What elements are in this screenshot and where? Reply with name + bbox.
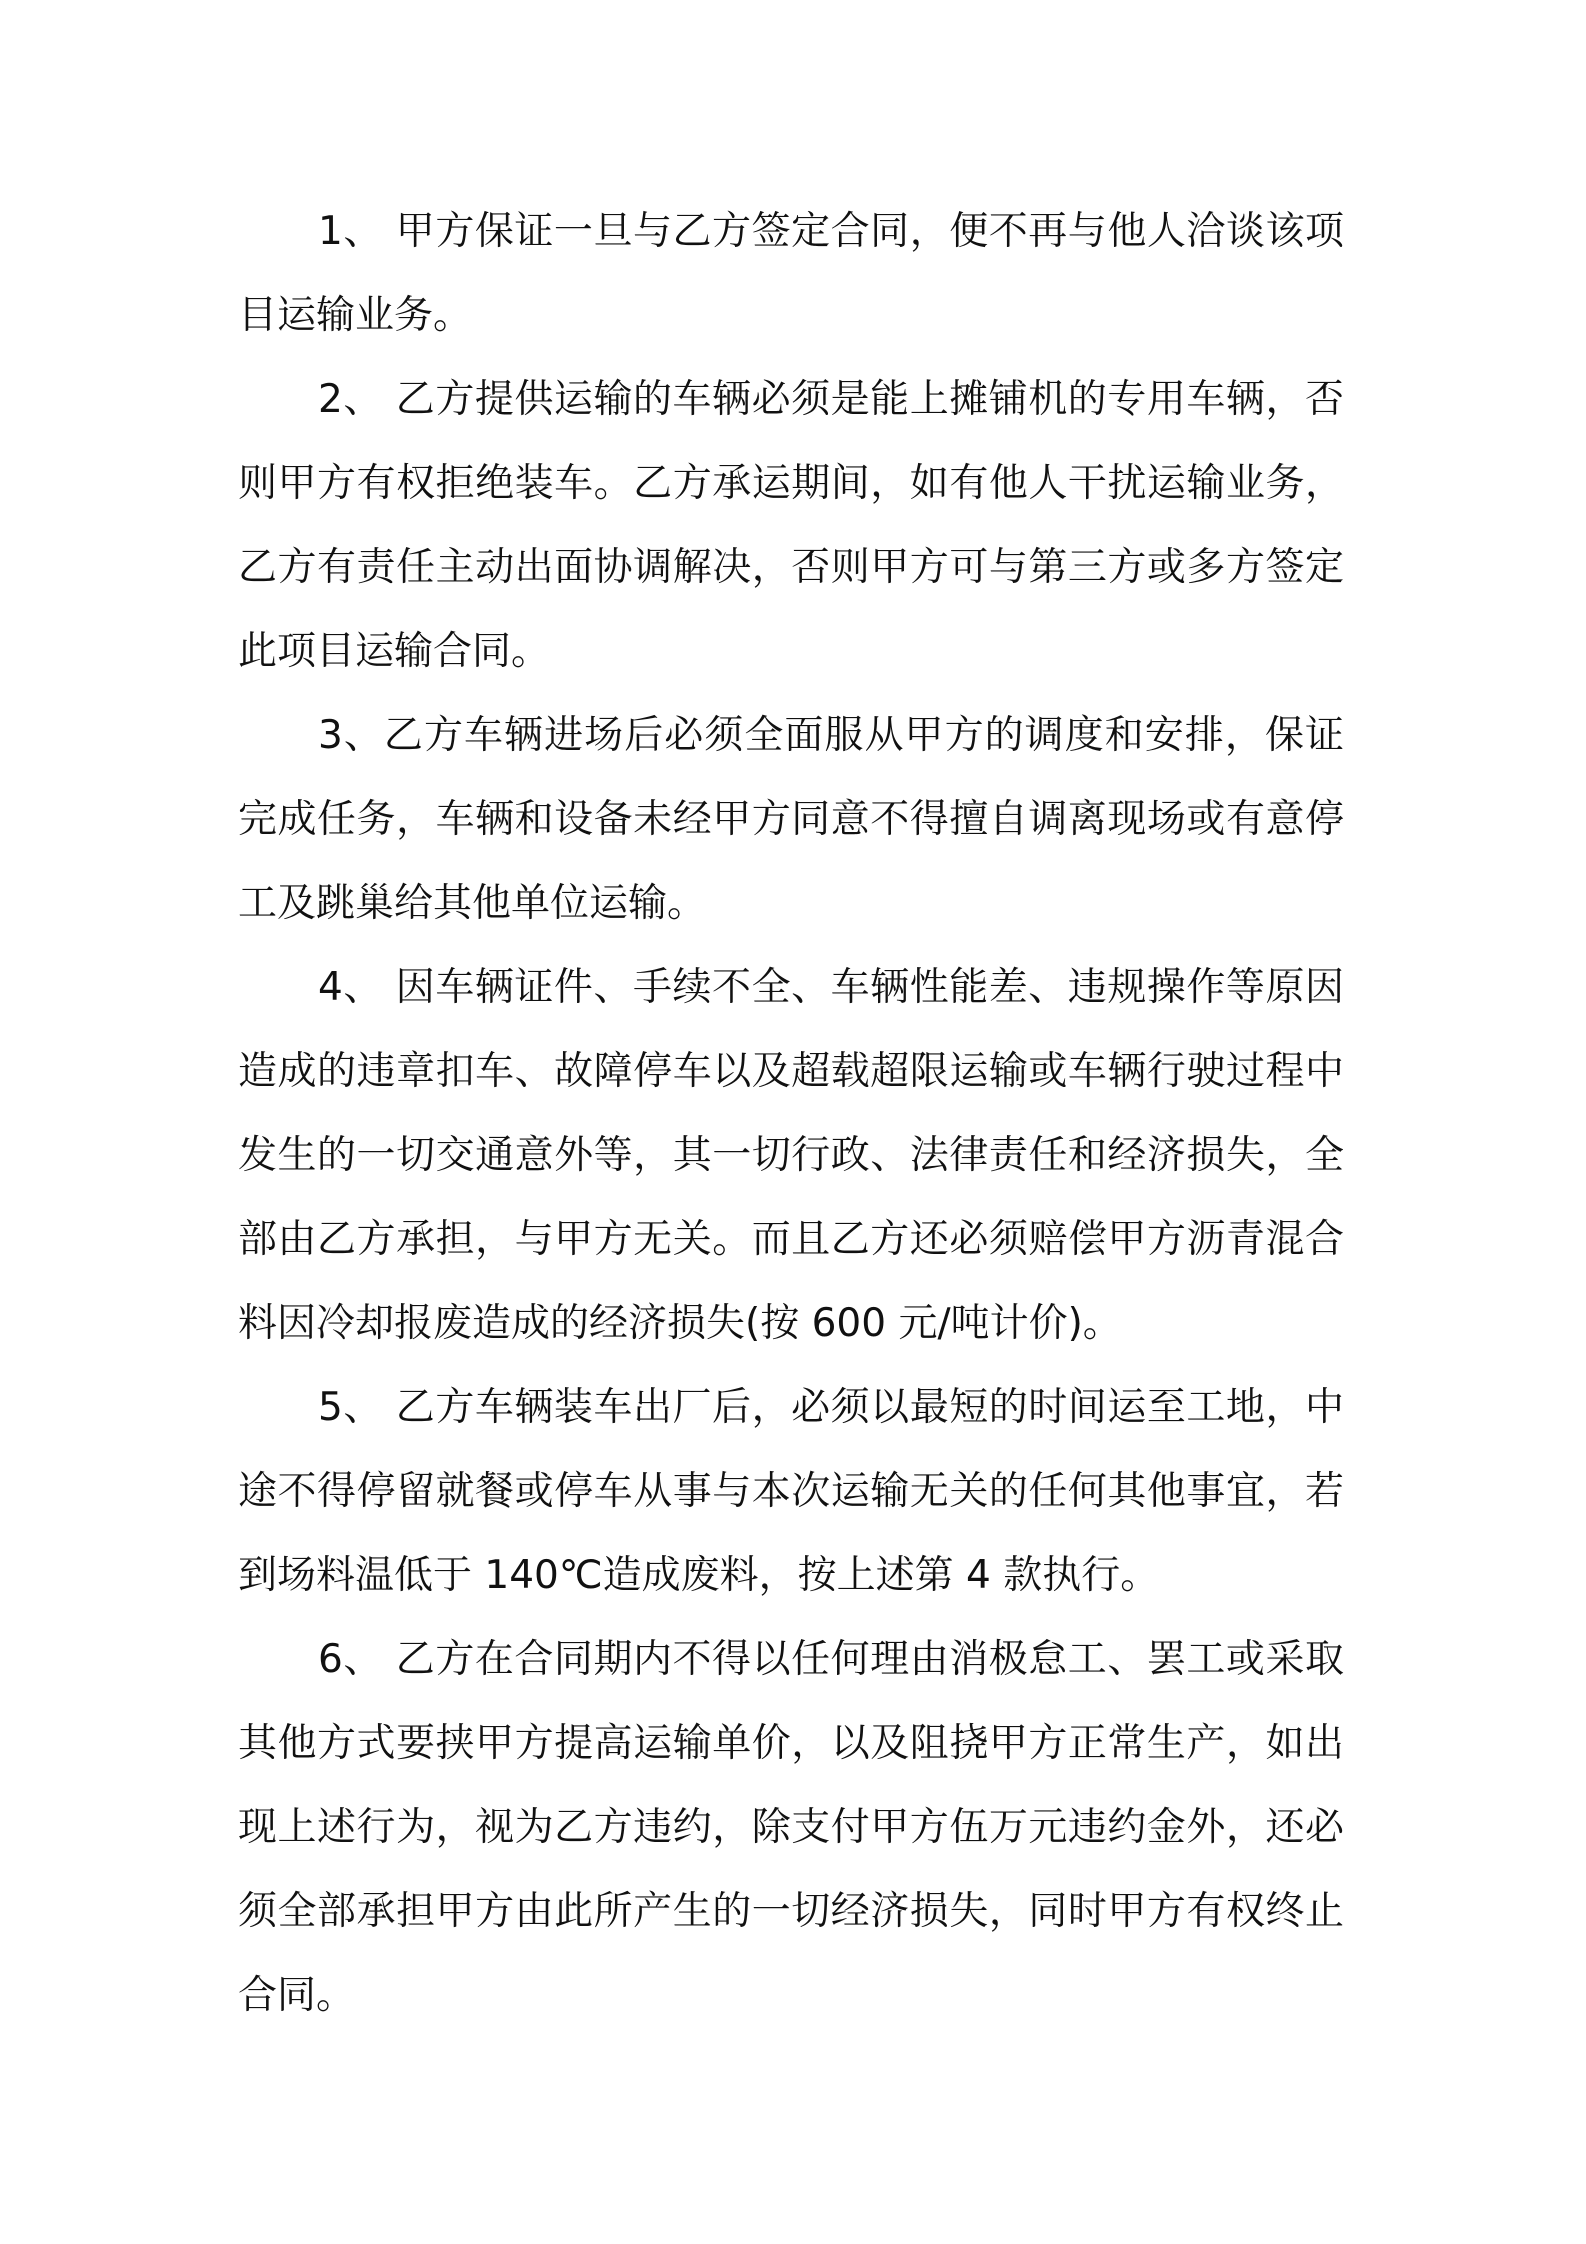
clause-3-line-2: 完成任务，车辆和设备未经甲方同意不得擅自调离现场或有意停 [238, 797, 1344, 842]
clause-4-line-3: 发生的一切交通意外等，其一切行政、法律责任和经济损失，全 [238, 1133, 1344, 1178]
clause-1 [238, 190, 1344, 358]
clause-2-line-1: 2、 乙方提供运输的车辆必须是能上摊铺机的专用车辆，否 [318, 377, 1344, 422]
clause-3 [238, 694, 1344, 946]
clause-2-line-3: 乙方有责任主动出面协调解决，否则甲方可与第三方或多方签定 [238, 545, 1344, 590]
clause-6-line-1: 6、 乙方在合同期内不得以任何理由消极怠工、罢工或采取 [318, 1637, 1344, 1682]
clause-4 [238, 946, 1344, 1366]
clause-4-line-2: 造成的违章扣车、故障停车以及超载超限运输或车辆行驶过程中 [238, 1049, 1344, 1094]
clause-5-line-2: 途不得停留就餐或停车从事与本次运输无关的任何其他事宜，若 [238, 1469, 1344, 1514]
clause-4-line-1: 4、 因车辆证件、手续不全、车辆性能差、违规操作等原因 [318, 965, 1344, 1010]
clause-4-line-5: 料因冷却报废造成的经济损失(按 600 元/吨计价)。 [238, 1301, 1122, 1346]
clause-6-line-3: 现上述行为，视为乙方违约，除支付甲方伍万元违约金外，还必 [238, 1805, 1344, 1850]
clause-1-line-2: 目运输业务。 [238, 293, 473, 338]
clause-3-line-3: 工及跳巢给其他单位运输。 [238, 881, 707, 926]
clause-6-line-5: 合同。 [238, 1973, 356, 2018]
document-body [238, 190, 1344, 2038]
clause-4-line-4: 部由乙方承担，与甲方无关。而且乙方还必须赔偿甲方沥青混合 [238, 1217, 1344, 1262]
clause-6 [238, 1618, 1344, 2038]
clause-1-line-1: 1、 甲方保证一旦与乙方签定合同，便不再与他人洽谈该项 [318, 209, 1344, 254]
clause-5 [238, 1366, 1344, 1618]
clause-3-line-1: 3、乙方车辆进场后必须全面服从甲方的调度和安排，保证 [318, 713, 1344, 758]
clause-6-line-2: 其他方式要挟甲方提高运输单价，以及阻挠甲方正常生产，如出 [238, 1721, 1344, 1766]
clause-2-line-4: 此项目运输合同。 [238, 629, 551, 674]
clause-6-line-4: 须全部承担甲方由此所产生的一切经济损失，同时甲方有权终止 [238, 1889, 1344, 1934]
clause-2 [238, 358, 1344, 694]
clause-5-line-3: 到场料温低于 140℃造成废料，按上述第 4 款执行。 [238, 1553, 1160, 1598]
clause-5-line-1: 5、 乙方车辆装车出厂后，必须以最短的时间运至工地，中 [318, 1385, 1344, 1430]
clause-2-line-2: 则甲方有权拒绝装车。乙方承运期间，如有他人干扰运输业务， [238, 461, 1344, 506]
